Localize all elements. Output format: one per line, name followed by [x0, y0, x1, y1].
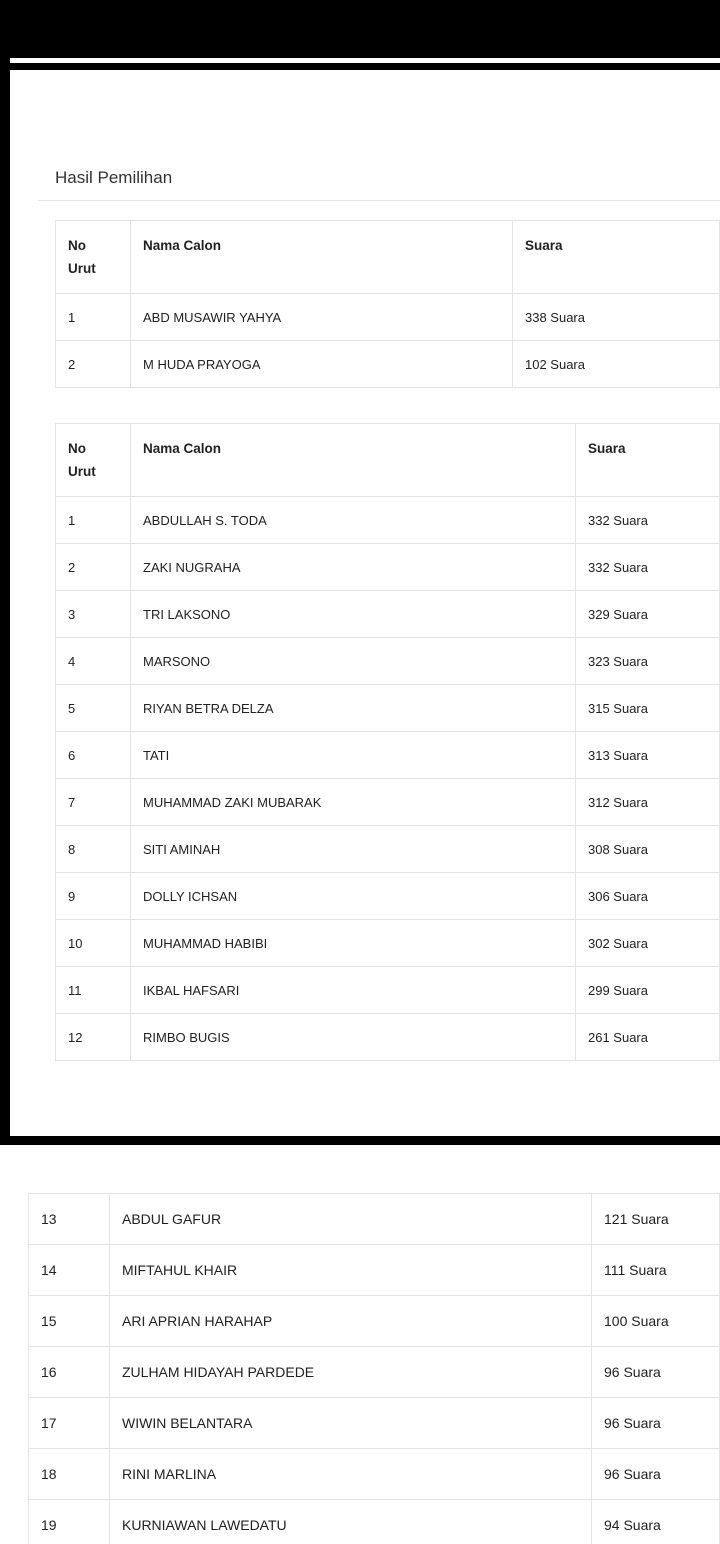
cell-suara: 308 Suara [576, 826, 720, 873]
table-row [29, 1347, 720, 1398]
table-row [56, 591, 720, 638]
cell-no-urut: 10 [56, 920, 131, 967]
cell-nama-calon: SITI AMINAH [131, 826, 576, 873]
table-body [56, 294, 720, 388]
cell-no-urut: 14 [29, 1245, 110, 1296]
results-table-1 [55, 220, 720, 388]
cell-suara: 332 Suara [576, 544, 720, 591]
header-no-urut [56, 221, 131, 294]
cell-suara: 96 Suara [592, 1449, 720, 1500]
top-divider [10, 58, 720, 63]
cell-nama-calon: RIYAN BETRA DELZA [131, 685, 576, 732]
table-row [56, 732, 720, 779]
cell-nama-calon: MUHAMMAD HABIBI [131, 920, 576, 967]
table-row [56, 685, 720, 732]
cell-nama-calon: DOLLY ICHSAN [131, 873, 576, 920]
cell-suara: 306 Suara [576, 873, 720, 920]
cell-no-urut: 1 [56, 497, 131, 544]
cell-no-urut: 19 [29, 1500, 110, 1544]
cell-suara: 312 Suara [576, 779, 720, 826]
table-body [56, 497, 720, 1061]
cell-nama-calon: ABDUL GAFUR [110, 1194, 592, 1245]
cell-no-urut: 3 [56, 591, 131, 638]
cell-nama-calon: TATI [131, 732, 576, 779]
table-header-row [56, 424, 720, 497]
cell-no-urut: 2 [56, 544, 131, 591]
cell-nama-calon: RIMBO BUGIS [131, 1014, 576, 1061]
cell-suara: 94 Suara [592, 1500, 720, 1544]
table-row [56, 341, 720, 388]
section-title: Hasil Pemilihan [55, 168, 173, 187]
table-row [56, 920, 720, 967]
cell-suara: 299 Suara [576, 967, 720, 1014]
header-nama-calon: Nama Calon [131, 424, 576, 497]
cell-no-urut: 6 [56, 732, 131, 779]
cell-nama-calon: MIFTAHUL KHAIR [110, 1245, 592, 1296]
cell-nama-calon: KURNIAWAN LAWEDATU [110, 1500, 592, 1544]
cell-suara: 315 Suara [576, 685, 720, 732]
header-nama-calon: Nama Calon [131, 221, 513, 294]
cell-suara: 313 Suara [576, 732, 720, 779]
cell-suara: 261 Suara [576, 1014, 720, 1061]
cell-suara: 338 Suara [513, 294, 720, 341]
table-body [29, 1194, 720, 1544]
table-row [29, 1449, 720, 1500]
cell-suara: 102 Suara [513, 341, 720, 388]
results-panel-continued [0, 1145, 720, 1544]
table-row [56, 294, 720, 341]
table-row [56, 497, 720, 544]
results-table-2 [55, 423, 720, 1061]
cell-suara: 111 Suara [592, 1245, 720, 1296]
header-no-label: No Urut [68, 238, 96, 276]
cell-nama-calon: TRI LAKSONO [131, 591, 576, 638]
cell-no-urut: 16 [29, 1347, 110, 1398]
cell-nama-calon: ZULHAM HIDAYAH PARDEDE [110, 1347, 592, 1398]
table-row [29, 1194, 720, 1245]
table-row [56, 1014, 720, 1061]
cell-suara: 121 Suara [592, 1194, 720, 1245]
table-row [29, 1398, 720, 1449]
cell-nama-calon: ZAKI NUGRAHA [131, 544, 576, 591]
cell-nama-calon: ABDULLAH S. TODA [131, 497, 576, 544]
cell-no-urut: 4 [56, 638, 131, 685]
cell-nama-calon: M HUDA PRAYOGA [131, 341, 513, 388]
cell-suara: 329 Suara [576, 591, 720, 638]
table-row [29, 1245, 720, 1296]
cell-nama-calon: RINI MARLINA [110, 1449, 592, 1500]
cell-no-urut: 15 [29, 1296, 110, 1347]
cell-nama-calon: WIWIN BELANTARA [110, 1398, 592, 1449]
cell-nama-calon: ARI APRIAN HARAHAP [110, 1296, 592, 1347]
cell-no-urut: 17 [29, 1398, 110, 1449]
cell-suara: 96 Suara [592, 1398, 720, 1449]
cell-no-urut: 12 [56, 1014, 131, 1061]
cell-nama-calon: IKBAL HAFSARI [131, 967, 576, 1014]
cell-no-urut: 13 [29, 1194, 110, 1245]
cell-suara: 100 Suara [592, 1296, 720, 1347]
table-row [56, 779, 720, 826]
results-panel [10, 70, 720, 1136]
cell-suara: 332 Suara [576, 497, 720, 544]
table-row [56, 826, 720, 873]
cell-no-urut: 11 [56, 967, 131, 1014]
cell-suara: 96 Suara [592, 1347, 720, 1398]
cell-no-urut: 1 [56, 294, 131, 341]
cell-no-urut: 7 [56, 779, 131, 826]
header-suara: Suara [576, 424, 720, 497]
table-header-row [56, 221, 720, 294]
header-no-urut [56, 424, 131, 497]
cell-no-urut: 2 [56, 341, 131, 388]
cell-nama-calon: ABD MUSAWIR YAHYA [131, 294, 513, 341]
table-row [56, 638, 720, 685]
cell-nama-calon: MUHAMMAD ZAKI MUBARAK [131, 779, 576, 826]
table-row [56, 873, 720, 920]
cell-suara: 302 Suara [576, 920, 720, 967]
cell-no-urut: 9 [56, 873, 131, 920]
table-row [29, 1500, 720, 1544]
table-row [29, 1296, 720, 1347]
table-row [56, 544, 720, 591]
cell-no-urut: 5 [56, 685, 131, 732]
header-no-label: No Urut [68, 441, 96, 479]
header-suara: Suara [513, 221, 720, 294]
title-divider [38, 200, 720, 201]
table-row [56, 967, 720, 1014]
cell-no-urut: 8 [56, 826, 131, 873]
cell-no-urut: 18 [29, 1449, 110, 1500]
cell-nama-calon: MARSONO [131, 638, 576, 685]
results-table-3 [28, 1193, 720, 1544]
cell-suara: 323 Suara [576, 638, 720, 685]
